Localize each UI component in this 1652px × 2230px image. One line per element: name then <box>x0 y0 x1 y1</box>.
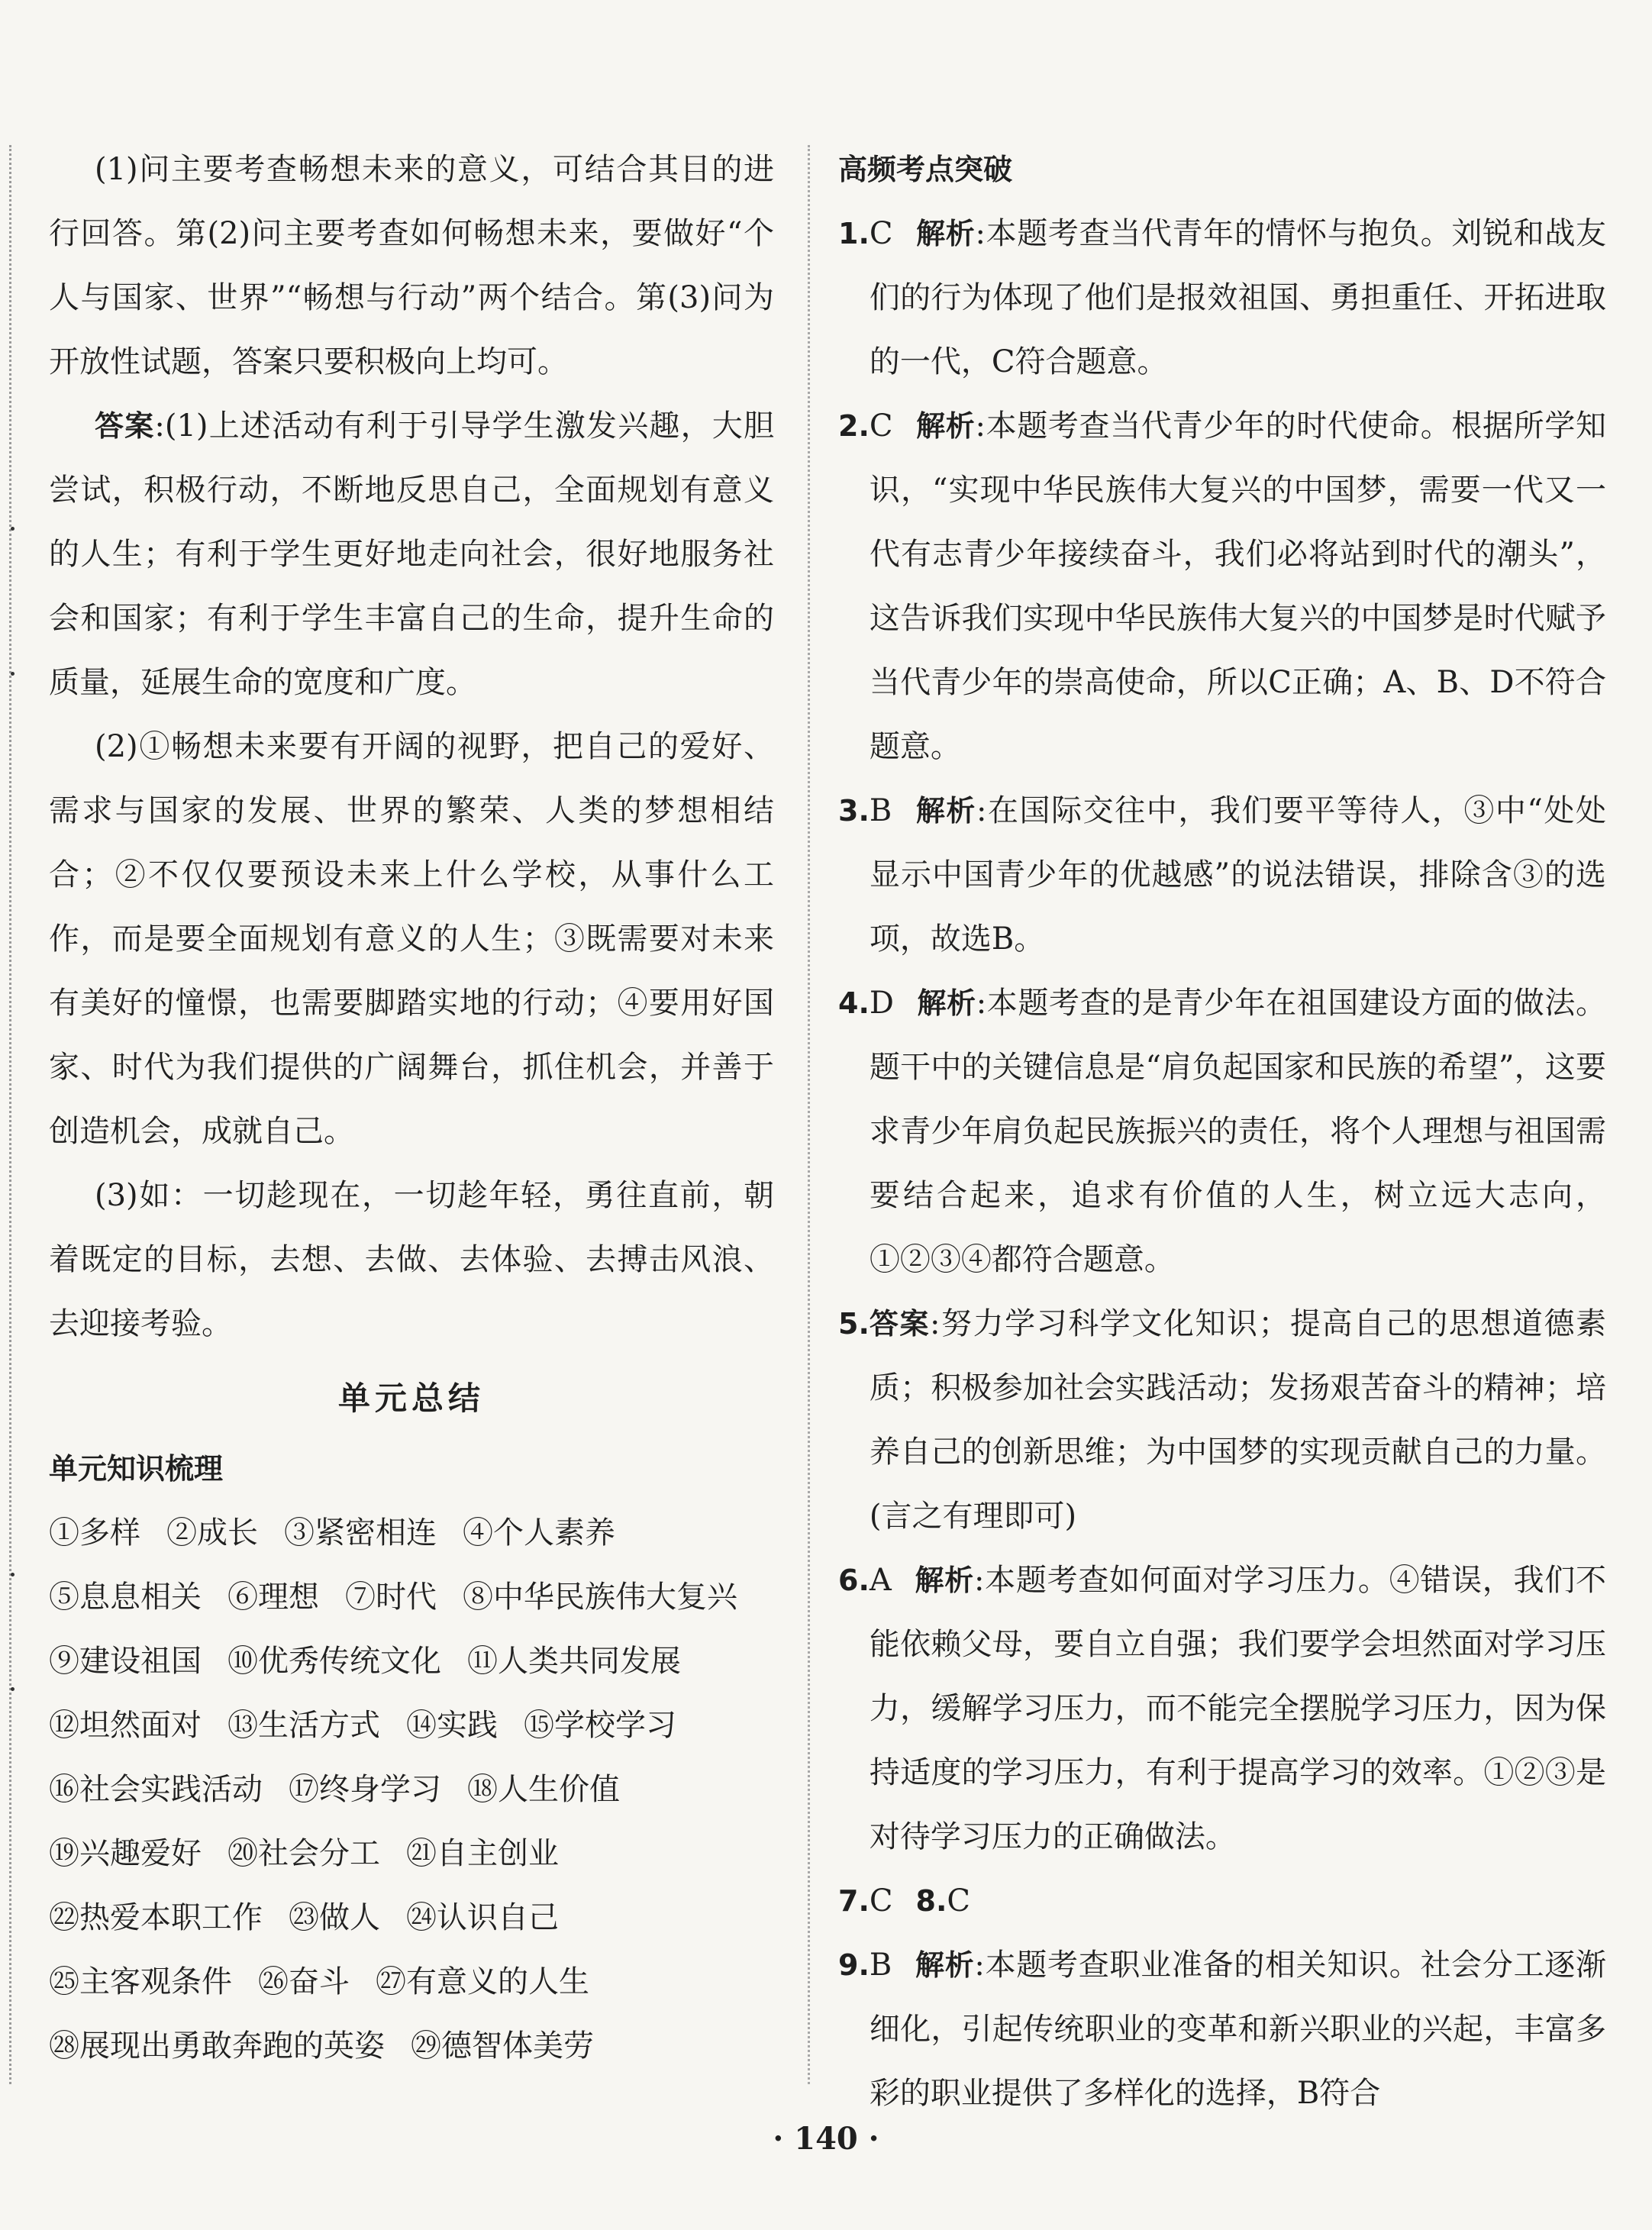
choice-answer: C <box>947 1883 970 1919</box>
right-column <box>838 137 1606 2125</box>
knowledge-item: ⑳社会分工 <box>227 1836 380 1871</box>
knowledge-list <box>49 1501 774 2078</box>
knowledge-item: ⑮学校学习 <box>524 1708 676 1743</box>
knowledge-item: ⑬生活方式 <box>227 1708 380 1743</box>
analysis-text: :本题考查的是青少年在祖国建设方面的做法。题干中的关键信息是“肩负起国家和民族的希望”，这要求青少年肩负起民族振兴的责任，将个人理想与祖国需要结合起来，追求有价值的人生，树立远大志向，①②③④都符合题意。 <box>869 986 1606 1277</box>
section-title: 高频考点突破 <box>838 153 1013 186</box>
knowledge-item: ⑪人类共同发展 <box>467 1644 681 1679</box>
question-number: 9. <box>838 1948 870 1982</box>
knowledge-item: ①多样 <box>49 1515 140 1551</box>
question-number: 4. <box>838 986 870 1020</box>
choice-answer: D <box>869 986 894 1021</box>
knowledge-item: ⑥理想 <box>227 1580 319 1615</box>
column-divider <box>808 145 810 2084</box>
margin-dot <box>11 1687 15 1691</box>
knowledge-item: ㉗有意义的人生 <box>376 1964 589 1999</box>
knowledge-item: ㉙德智体美劳 <box>411 2028 594 2064</box>
knowledge-item: ⑧中华民族伟大复兴 <box>463 1580 737 1615</box>
question-number: 5. <box>838 1307 870 1341</box>
question-item <box>838 202 1606 394</box>
knowledge-item: ㉘展现出勇敢奔跑的英姿 <box>49 2028 385 2064</box>
answer-label: 答案 <box>869 1307 930 1341</box>
question-item <box>838 971 1606 1292</box>
choice-answer: C <box>869 408 893 444</box>
page-number: · 140 · <box>773 2121 879 2157</box>
analysis-text: :本题考查职业准备的相关知识。社会分工逐渐细化，引起传统职业的变革和新兴职业的兴起，丰富多彩的职业提供了多样化的选择，B符合 <box>869 1948 1606 2111</box>
knowledge-item: ㉕主客观条件 <box>49 1964 232 1999</box>
question-item <box>838 1548 1606 1869</box>
answer-text: :努力学习科学文化知识；提高自己的思想道德素质；积极参加社会实践活动；发扬艰苦奋斗的精神；培养自己的创新思维；为中国梦的实现贡献自己的力量。(言之有理即可) <box>869 1306 1606 1534</box>
unit-summary-title: 单元总结 <box>337 1380 485 1417</box>
question-number: 2. <box>838 409 870 443</box>
question-item <box>838 1869 1606 1933</box>
analysis-label: 解析 <box>915 1948 975 1982</box>
question-item <box>838 779 1606 971</box>
knowledge-row <box>49 1950 774 2014</box>
margin-dot <box>11 1573 15 1576</box>
knowledge-row <box>49 1693 774 1757</box>
knowledge-item: ㉑自主创业 <box>406 1836 559 1871</box>
knowledge-item: ③紧密相连 <box>284 1515 437 1551</box>
answer-label: 答案 <box>95 409 155 443</box>
question-number: 6. <box>838 1564 870 1597</box>
analysis-label: 解析 <box>915 217 976 250</box>
answer-part-3: (3)如：一切趁现在，一切趁年轻，勇往直前，朝着既定的目标，去想、去做、去体验、去搏击风浪、去迎接考验。 <box>49 1178 774 1341</box>
analysis-text: :本题考查如何面对学习压力。④错误，我们不能依赖父母，要自立自强；我们要学会坦然面对学习压力，缓解学习压力，而不能完全摆脱学习压力，因为保持适度的学习压力，有利于提高学习的效率。①②③是对待学习压力的正确做法。 <box>869 1563 1606 1854</box>
choice-answer: B <box>869 793 892 828</box>
choice-answer: A <box>869 1563 892 1598</box>
knowledge-item: ⑤息息相关 <box>49 1580 202 1615</box>
knowledge-item: ⑯社会实践活动 <box>49 1772 263 1807</box>
answer-text-1: :(1)上述活动有利于引导学生激发兴趣，大胆尝试，积极行动，不断地反思自己，全面规划有意义的人生；有利于学生更好地走向社会，很好地服务社会和国家；有利于学生丰富自己的生命，提升生命的质量，延展生命的宽度和广度。 <box>49 408 774 700</box>
question-number: 8. <box>915 1884 947 1918</box>
knowledge-item: ⑱人生价值 <box>467 1772 620 1807</box>
knowledge-row <box>49 1757 774 1822</box>
knowledge-row <box>49 1629 774 1693</box>
question-item <box>838 1933 1606 2125</box>
knowledge-item: ⑨建设祖国 <box>49 1644 202 1679</box>
analysis-paragraph: (1)问主要考查畅想未来的意义，可结合其目的进行回答。第(2)问主要考查如何畅想未来，要做好“个人与国家、世界”“畅想与行动”两个结合。第(3)问为开放性试题，答案只要积极向上均可。 <box>49 152 774 379</box>
answer-part-2: (2)①畅想未来要有开阔的视野，把自己的爱好、需求与国家的发展、世界的繁荣、人类的梦想相结合；②不仅仅要预设未来上什么学校，从事什么工作，而是要全面规划有意义的人生；③既需要对未来有美好的憧憬，也需要脚踏实地的行动；④要用好国家、时代为我们提供的广阔舞台，抓住机会，并善于创造机会，成就自己。 <box>49 729 774 1149</box>
knowledge-section-title: 单元知识梳理 <box>49 1452 224 1486</box>
left-margin-dotted-line <box>9 145 11 2084</box>
knowledge-item: ⑰终身学习 <box>289 1772 441 1807</box>
choice-answer: C <box>869 216 893 251</box>
answer-part-1 <box>49 394 774 715</box>
knowledge-row <box>49 1886 774 1950</box>
margin-dot <box>11 527 15 531</box>
knowledge-item: ⑩优秀传统文化 <box>227 1644 441 1679</box>
knowledge-item: ⑭实践 <box>406 1708 498 1743</box>
knowledge-item: ㉔认识自己 <box>406 1900 559 1935</box>
analysis-text: :在国际交往中，我们要平等待人，③中“处处显示中国青少年的优越感”的说法错误，排除含③的选项，故选B。 <box>869 793 1606 957</box>
analysis-text: :本题考查当代青年的情怀与抱负。刘锐和战友们的行为体现了他们是报效祖国、勇担重任、开拓进取的一代，C符合题意。 <box>869 216 1606 379</box>
knowledge-row <box>49 2014 774 2078</box>
knowledge-row <box>49 1565 774 1629</box>
knowledge-item: ④个人素养 <box>463 1515 615 1551</box>
knowledge-item: ㉖奋斗 <box>258 1964 350 1999</box>
knowledge-row <box>49 1501 774 1565</box>
knowledge-item: ⑫坦然面对 <box>49 1708 202 1743</box>
question-number: 1. <box>838 217 870 250</box>
analysis-text: :本题考查当代青少年的时代使命。根据所学知识，“实现中华民族伟大复兴的中国梦，需要一代又一代有志青少年接续奋斗，我们必将站到时代的潮头”，这告诉我们实现中华民族伟大复兴的中国梦是时代赋予当代青少年的崇高使命，所以C正确；A、B、D不符合题意。 <box>869 408 1606 764</box>
margin-dot <box>11 672 15 676</box>
question-item <box>838 1292 1606 1548</box>
knowledge-item: ㉓做人 <box>289 1900 380 1935</box>
question-number: 3. <box>838 794 870 828</box>
choice-answer: B <box>869 1948 892 1983</box>
question-item <box>838 394 1606 779</box>
knowledge-row <box>49 1822 774 1886</box>
knowledge-item: ②成长 <box>166 1515 258 1551</box>
analysis-label: 解析 <box>915 409 976 443</box>
choice-answer: C <box>869 1883 893 1919</box>
question-number: 7. <box>838 1884 870 1918</box>
analysis-label: 解析 <box>916 986 976 1020</box>
knowledge-item: ㉒热爱本职工作 <box>49 1900 263 1935</box>
analysis-label: 解析 <box>914 1564 974 1597</box>
knowledge-item: ⑲兴趣爱好 <box>49 1836 202 1871</box>
analysis-label: 解析 <box>915 794 976 828</box>
knowledge-item: ⑦时代 <box>345 1580 437 1615</box>
left-column <box>49 137 774 2078</box>
